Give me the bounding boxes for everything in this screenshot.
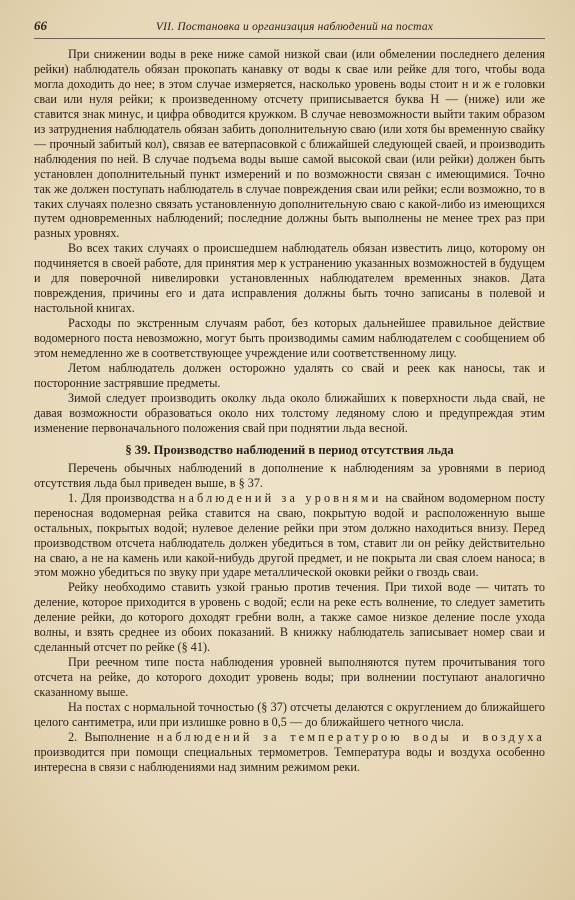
- spaced-emphasis: наблюдений за температурою воды и воздуха: [157, 729, 546, 744]
- page-number: 66: [34, 18, 47, 33]
- paragraph-rest: на свайном водомерном посту переносная водомерная рейка ставится на сваю, покрытую водой и расположенную выше остальных, покрытых водой; нулевое деление рейки при этом должно находиться внизу. Перед производством отсчета наблюдатель должен убедиться в том, ставит ли он рейку действительно на сваю, а не на камень или какой-нибудь другой предмет, и не покрыта ли свая слоем наноса; в этом можно убедиться по звуку при ударе металлической оковки рейки о гвоздь сваи.: [34, 490, 546, 580]
- paragraph: На постах с нормальной точностью (§ 37) отсчеты делаются с округлением до ближайшего целого сантиметра, или при излишке ровно в 0,5 — до ближайшего четного числа.: [34, 700, 545, 729]
- paragraph: Расходы по экстренным случаям работ, без которых дальнейшее правильное действие водомерного поста невозможно, могут быть производимы самим наблюдателем с сообщением об этом немедленно же в соответствующее учреждение или соответственному лицу.: [34, 316, 545, 361]
- paragraph-lead: 2. Выполнение: [68, 729, 150, 744]
- section-title: § 39. Производство наблюдений в период отсутствия льда: [125, 442, 454, 457]
- paragraph: Во всех таких случаях о происшедшем наблюдатель обязан известить лицо, которому он подчиняется в своей работе, для принятия мер к устранению указанных возможностей в будущем и для поверочной нивелировки установленных наблюдателем временных знаков. Дата повреждения, причины его и дата исправления должны быть точно записаны в полевой и настольной книгах.: [34, 241, 545, 316]
- spaced-emphasis: наблюдений за уровнями: [178, 490, 382, 505]
- paragraph-rest: производится при помощи специальных термометров. Температура воды и воздуха особенно интересна в связи с наблюдениями над зимним режимом реки.: [34, 744, 545, 774]
- paragraph: При снижении воды в реке ниже самой низкой сваи (или обмелении последнего деления рейки) наблюдатель обязан прокопать канавку от воды к свае или рейке для того, чтобы вода могла доходить до нее; в этом случае измеряется, насколько уровень воды стоит н и ж е головки сваи или нуля рейки; к произведенному отсчету приписывается буква Н — (ниже) или же ставится знак минус, и цифра обводится кружком. В случае невозможности выйти таким образом из затруднения наблюдатель обязан забить дополнительную сваю (или хотя бы временную свайку — прочный забитый кол), связав ее ватерпасовкой с ближайшей следующей сваей, и производить наблюдения по ней. В случае подъема воды выше самой высокой сваи (или рейки) должен быть установлен дополнительный пункт измерений и по возможности связан с имеющимися. Точно так же должен поступать наблюдатель в случае повреждения сваи или рейки; если возможно, то в таких случаях полезно связать установленную дополнительную сваю с какой-либо из имеющихся путем одновременных наблюдений; последние должны быть выполнены не менее трех раз при разных уровнях.: [34, 47, 545, 241]
- page-header: [34, 18, 545, 39]
- running-head: VII. Постановка и организация наблюдений на постах: [155, 21, 434, 33]
- paragraph: Перечень обычных наблюдений в дополнение к наблюдениям за уровнями в период отсутствия льда был приведен выше, в § 37.: [34, 460, 545, 490]
- paragraph: Рейку необходимо ставить узкой гранью против течения. При тихой воде — читать то деление, которое приходится в уровень с водой; если на реке есть волнение, то следует заметить деление рейки, до которого доходят гребни волн, а также самое низкое деление после ухода волны, и взять среднее из обоих показаний. В книжку наблюдатель записывает номер сваи и сделанный отсчет по рейке (§ 41).: [34, 580, 545, 655]
- paragraph: [34, 491, 545, 581]
- paragraph: [34, 730, 545, 775]
- paragraph-lead: 1. Для производства: [68, 490, 175, 505]
- paragraph: При реечном типе поста наблюдения уровней выполняются путем прочитывания того отсчета на рейке, до которого доходит уровень воды; при волнении поступают аналогично сказанному выше.: [34, 655, 545, 700]
- body-text: [34, 47, 545, 775]
- paragraph: Летом наблюдатель должен осторожно удалять со свай и реек как наносы, так и посторонние застрявшие предметы.: [34, 361, 545, 390]
- paragraph: Зимой следует производить околку льда около ближайших к поверхности льда свай, не давая возможности образоваться около них толстому ледяному слою и предупреждая этим изменение первоначального положения свай при поднятии льда весной.: [34, 390, 545, 435]
